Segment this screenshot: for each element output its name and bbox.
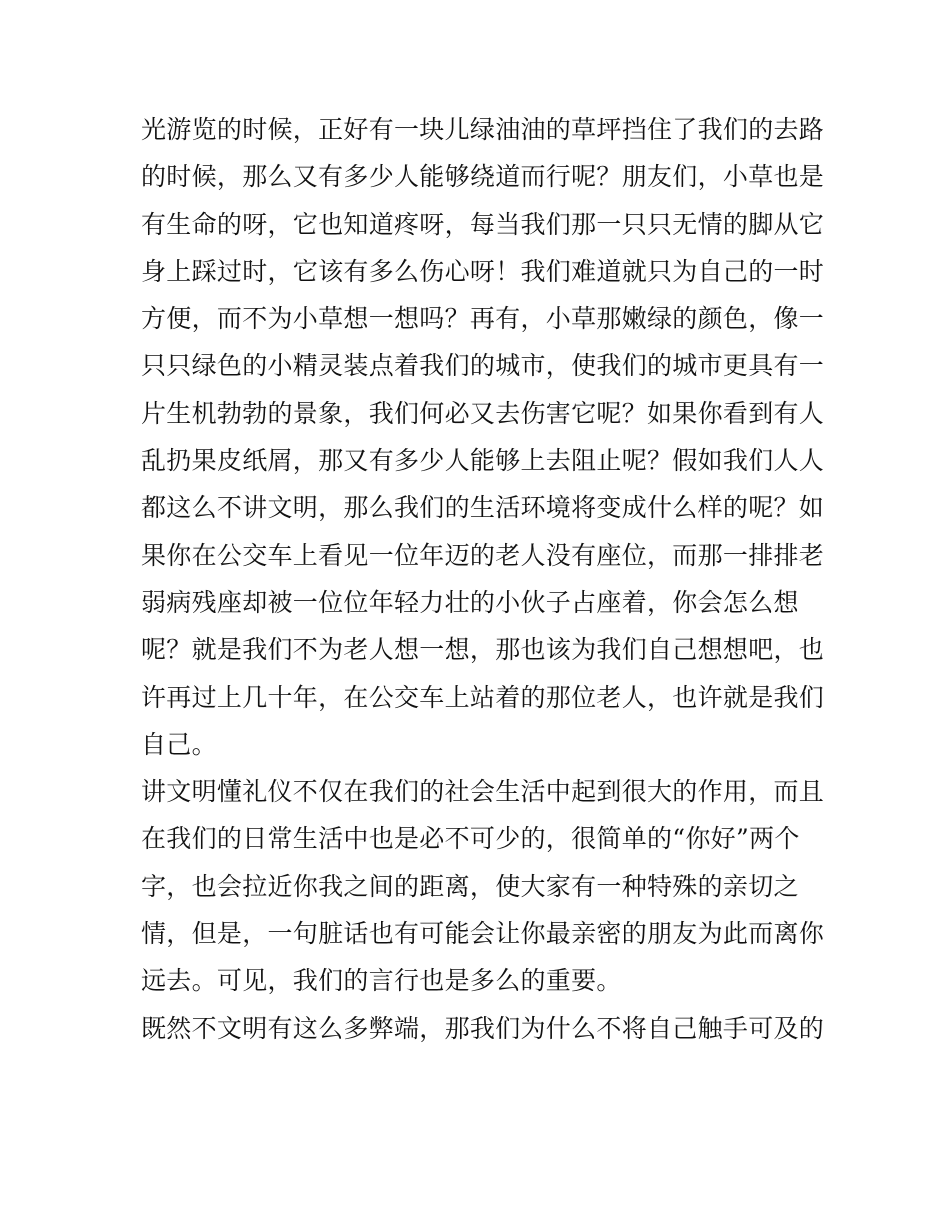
text-line-16: 在我们的日常生活中也是必不可少的，很简单的“你好”两个 <box>141 824 800 854</box>
text-line-4: 身上踩过时，它该有多么伤心呀！我们难道就只为自己的一时 <box>141 256 825 286</box>
text-line-1: 光游览的时候，正好有一块儿绿油油的草坪挡住了我们的去路 <box>141 115 825 144</box>
text-line-5: 方便，而不为小草想一想吗？再有，小草那嫩绿的颜色，像一 <box>141 304 825 334</box>
text-line-20: 既然不文明有这么多弊端，那我们为什么不将自己触手可及的 <box>141 1013 825 1043</box>
text-line-18: 情，但是，一句脏话也有可能会让你最亲密的朋友为此而离你 <box>141 919 825 949</box>
text-line-17: 字，也会拉近你我之间的距离，使大家有一种特殊的亲切之 <box>141 871 799 901</box>
text-line-15: 讲文明懂礼仪不仅在我们的社会生活中起到很大的作用，而且 <box>141 777 825 807</box>
text-line-3: 有生命的呀，它也知道疼呀，每当我们那一只只无情的脚从它 <box>141 209 825 239</box>
body-text <box>141 106 825 1052</box>
text-line-11: 弱病残座却被一位位年轻力壮的小伙子占座着，你会怎么想 <box>141 587 799 617</box>
text-line-6: 只只绿色的小精灵装点着我们的城市，使我们的城市更具有一 <box>141 351 825 381</box>
text-line-2: 的时候，那么又有多少人能够绕道而行呢？朋友们，小草也是 <box>141 162 825 192</box>
text-line-14: 自己。 <box>141 729 217 759</box>
text-line-13: 许再过上几十年，在公交车上站着的那位老人，也许就是我们 <box>141 682 825 712</box>
text-line-9: 都这么不讲文明，那么我们的生活环境将变成什么样的呢？如 <box>141 493 825 523</box>
text-line-12: 呢？就是我们不为老人想一想，那也该为我们自己想想吧，也 <box>141 635 825 665</box>
text-line-10: 果你在公交车上看见一位年迈的老人没有座位，而那一排排老 <box>141 540 825 570</box>
text-line-8: 乱扔果皮纸屑，那又有多少人能够上去阻止呢？假如我们人人 <box>141 446 825 476</box>
text-line-19: 远去。可见，我们的言行也是多么的重要。 <box>141 966 622 996</box>
text-line-7: 片生机勃勃的景象，我们何必又去伤害它呢？如果你看到有人 <box>141 398 825 428</box>
